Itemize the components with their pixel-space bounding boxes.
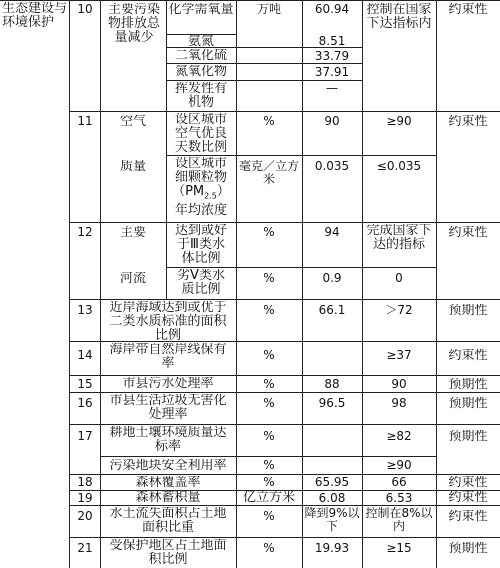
value-2015: 88 [324, 378, 340, 391]
target-2020: 98 [391, 397, 407, 410]
sub-indicator: 氨氮 [187, 35, 214, 49]
indicator-name: 森林覆盖率 [135, 476, 201, 490]
indicator-name: 市县污水处理率 [122, 377, 214, 391]
target-2020: 控制在8%以内 [365, 507, 433, 533]
indicator-name: 河流 [119, 272, 146, 286]
attribute: 预期性 [448, 304, 488, 318]
unit: % [263, 378, 275, 391]
value-2015: 65.95 [314, 476, 350, 489]
col-line [362, 0, 363, 568]
target-2020: 0 [395, 272, 403, 285]
unit: 万吨 [256, 3, 281, 16]
indicator-name: 主要 [119, 226, 146, 240]
unit: % [263, 272, 275, 285]
row-number: 14 [77, 349, 93, 362]
unit: % [263, 115, 275, 128]
attribute: 约束性 [448, 349, 488, 363]
value-2015: 94 [324, 226, 340, 239]
value-2015: 降到9%以下 [304, 507, 360, 533]
col-line [100, 0, 101, 568]
row-number: 18 [77, 476, 93, 489]
unit: 亿立方米 [242, 491, 295, 505]
target-2020: 66 [391, 476, 407, 489]
sub-indicator: 氮氧化物 [174, 65, 227, 79]
row-line [166, 267, 436, 268]
col-line [302, 0, 303, 568]
attribute: 预期性 [448, 430, 488, 444]
indicator-name: 空气 [119, 115, 146, 129]
row-number: 11 [77, 115, 93, 128]
attribute: 预期性 [448, 397, 488, 411]
unit: % [263, 226, 275, 239]
row-line [100, 456, 436, 457]
col-line [166, 0, 167, 299]
indicator-name: 水土流失面积占土地面积比重 [109, 507, 227, 535]
sub-indicator: 化学需氧量 [168, 3, 234, 17]
row-number: 20 [77, 510, 93, 523]
unit: % [263, 542, 275, 555]
value-2015: 60.94 [314, 3, 350, 16]
sub-indicator: 设区城市细颗粒物$(PM_{2.5})$年均浓度 [172, 157, 230, 218]
target-2020: ≥37 [386, 349, 412, 362]
sub-indicator: 挥发性有机物 [174, 82, 227, 110]
target-2020: 6.53 [385, 492, 413, 505]
indicator-name: 海岸带自然岸线保有率 [109, 343, 227, 371]
attribute: 预期性 [448, 542, 488, 556]
unit: % [263, 459, 275, 472]
row-number: 19 [77, 492, 93, 505]
unit: % [263, 510, 275, 523]
value-2015: 33.79 [314, 50, 350, 63]
value-2015: 6.08 [318, 492, 346, 505]
value-2015: 37.91 [314, 66, 350, 79]
indicator-name: 耕地土壤环境质量达标率 [109, 426, 227, 454]
target-2020: 90 [391, 378, 407, 391]
indicator-name: 近岸海域达到或优于二类水质标准的面积比例 [109, 301, 227, 343]
value-2015: 0.9 [322, 272, 342, 285]
unit: 毫克／立方米 [238, 160, 299, 186]
target-2020: ≥90 [386, 459, 412, 472]
row-line [166, 155, 436, 156]
row-line [166, 80, 362, 81]
unit: % [263, 304, 275, 317]
category-label: 生态建设与环境保护 [2, 2, 67, 30]
row-number: 13 [77, 304, 93, 317]
row-line [166, 63, 362, 64]
attribute: 约束性 [448, 3, 488, 17]
indicator-name: 质量 [119, 160, 146, 174]
target-2020: 完成国家下达的指标 [366, 224, 432, 252]
row-number: 21 [77, 542, 93, 555]
unit: % [263, 430, 275, 443]
attribute: 约束性 [448, 115, 488, 129]
target-2020: ≤0.035 [376, 160, 422, 173]
sub-indicator: 劣Ⅴ类水质比例 [177, 269, 225, 297]
attribute: 约束性 [448, 226, 488, 240]
value-2015: 96.5 [318, 397, 346, 410]
attribute: 预期性 [448, 378, 488, 392]
row-number: 16 [77, 397, 93, 410]
value-2015: 90 [324, 115, 340, 128]
col-line [236, 0, 237, 568]
attribute: 约束性 [448, 491, 488, 505]
sub-indicator: 设区城市空气优良天数比例 [174, 113, 227, 155]
attribute: 约束性 [448, 476, 488, 490]
unit: % [263, 476, 275, 489]
row-line [0, 0, 500, 1]
indicator-name: 市县生活垃圾无害化处理率 [109, 394, 227, 422]
sub-indicator: 达到或好于Ⅲ类水体比例 [174, 224, 227, 266]
row-number: 15 [77, 378, 93, 391]
col-line [436, 0, 437, 568]
target-2020: ＞72 [385, 304, 413, 317]
value-2015: 0.035 [314, 160, 350, 173]
value-2015: 66.1 [318, 304, 346, 317]
attribute: 约束性 [448, 510, 488, 524]
sub-indicator: 二氧化硫 [174, 49, 227, 63]
indicator-name: 受保护地区占土地面积比例 [109, 539, 227, 567]
target-2020: ≥82 [386, 430, 412, 443]
target-2020: ≥90 [386, 115, 412, 128]
indicator-name: 污染地块安全利用率 [109, 459, 227, 473]
target-2020: 控制在国家下达指标内 [366, 3, 432, 31]
row-number: 17 [77, 430, 93, 443]
target-2020: ≥15 [386, 542, 412, 555]
value-2015: 19.93 [314, 542, 350, 555]
indicator-name: 森林蓄积量 [135, 491, 201, 505]
value-2015: — [326, 82, 338, 95]
unit: % [263, 397, 275, 410]
indicator-name: 主要污染物排放总量减少 [107, 3, 160, 45]
row-number: 10 [77, 3, 93, 16]
value-2015: 8.51 [318, 35, 346, 48]
row-number: 12 [77, 226, 93, 239]
unit: % [263, 349, 275, 362]
